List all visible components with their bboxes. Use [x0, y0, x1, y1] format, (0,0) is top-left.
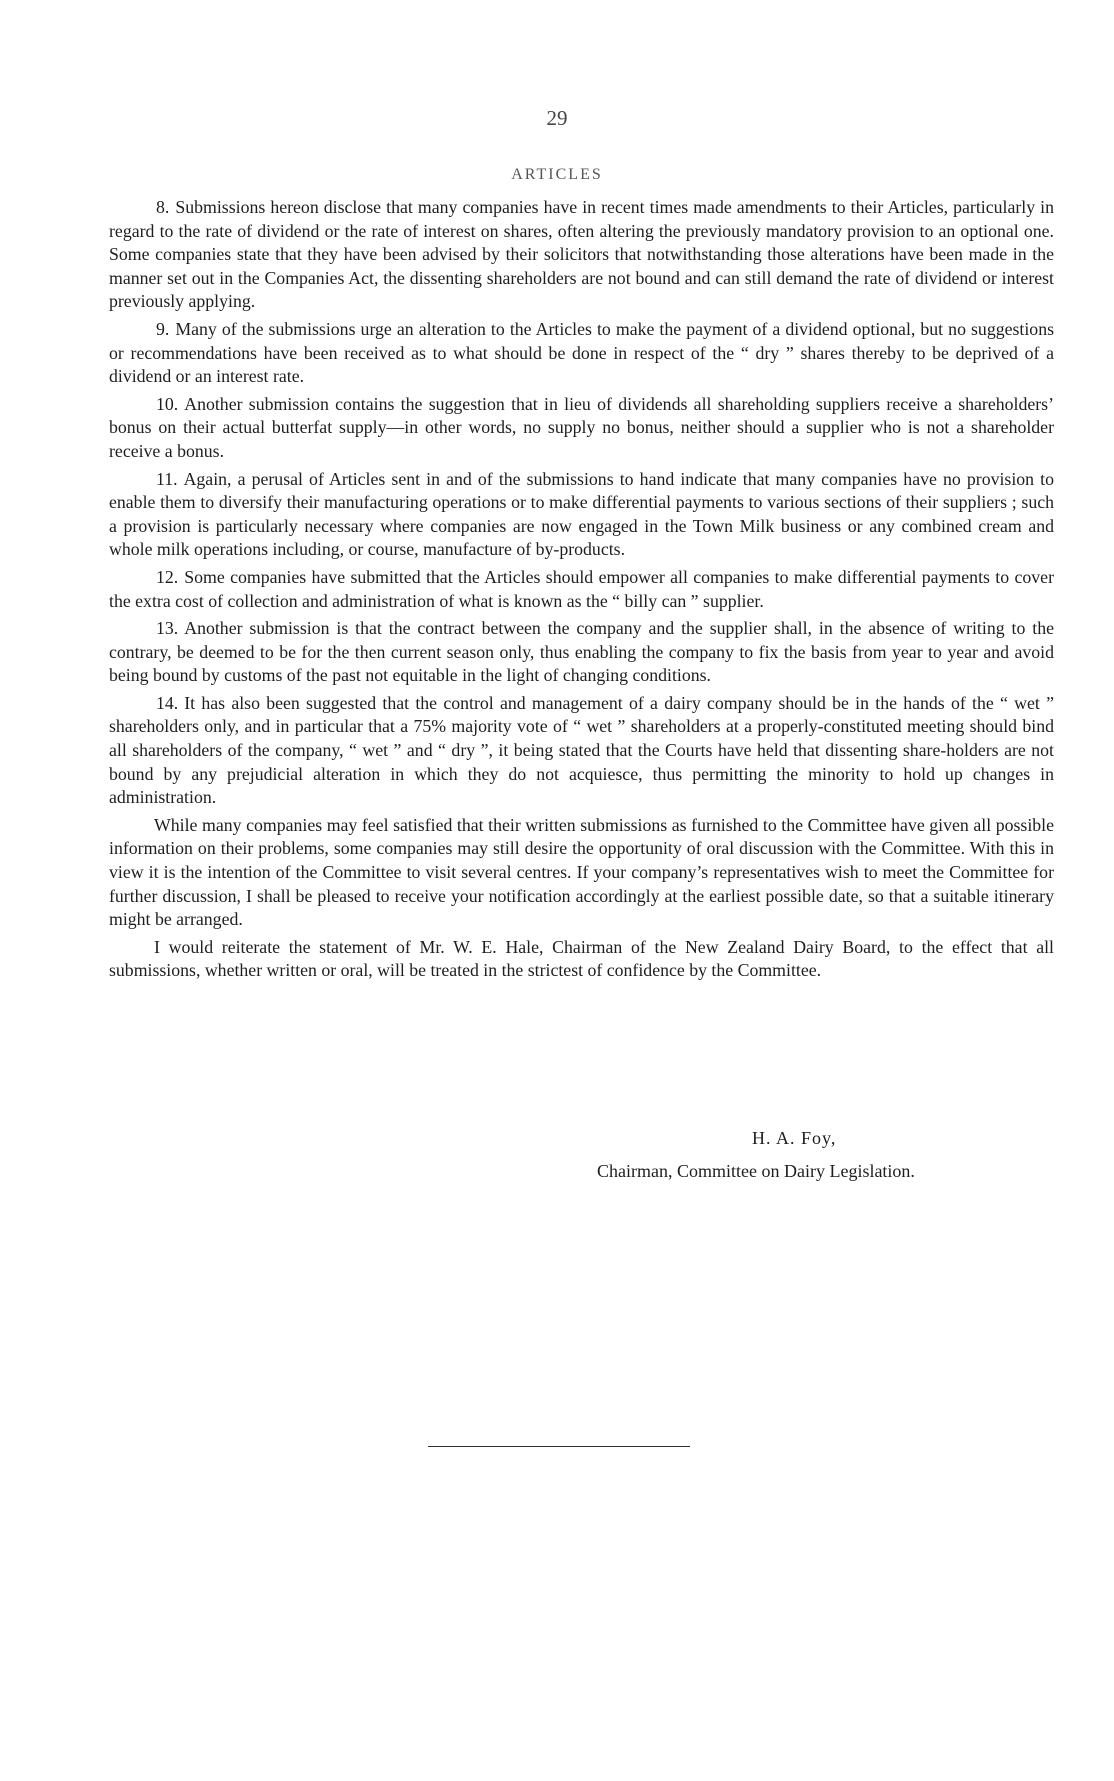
paragraph-10	[109, 393, 1054, 464]
horizontal-rule	[428, 1446, 690, 1447]
paragraph-number: 10.	[156, 393, 179, 414]
paragraph-8	[109, 196, 1054, 314]
paragraph-number: 13.	[156, 618, 179, 639]
section-heading: ARTICLES	[511, 166, 603, 183]
paragraph-number: 14.	[156, 692, 179, 713]
paragraph-text: Some companies have submitted that the Articles should empower all companies to make differential payments to cover the extra cost of collection and administration of what is known as the “ billy can ” supplier.	[109, 566, 1054, 611]
paragraph-text: Another submission contains the suggestion that in lieu of dividends all shareholding suppliers receive a shareholders’ bonus on their actual butterfat supply—in other words, no supply no bonus, neither should a supplier who is not a shareholder receive a bonus.	[109, 393, 1054, 461]
paragraph-text: Many of the submissions urge an alteration to the Articles to make the payment of a dividend optional, but no suggestions or recommendations have been received as to what should be done in respect of the “ dry ” shares thereby to be deprived of a dividend or an interest rate.	[109, 318, 1054, 387]
paragraph-number: 9.	[156, 318, 170, 339]
paragraph-12	[109, 566, 1054, 613]
page-number: 29	[546, 106, 568, 130]
paragraph-text: Again, a perusal of Articles sent in and of the submissions to hand indicate that many companies have no provision to enable them to diversify their manufacturing operations or to make differential payments to various sections of their suppliers ; such a provision is particularly necessary where companies are now engaged in the Town Milk business or any combined cream and whole milk operations including, or course, manufacture of by-products.	[109, 468, 1054, 560]
paragraph-14	[109, 692, 1054, 810]
closing-paragraph: I would reiterate the statement of Mr. W. E. Hale, Chairman of the New Zealand Dairy Board, to the effect that all submissions, whether written or oral, will be treated in the strictest of confidence by the Committee.	[109, 936, 1054, 981]
signature-name: H. A. Foy,	[752, 1128, 837, 1148]
paragraph-number: 12.	[156, 566, 179, 587]
closing-paragraph: While many companies may feel satisfied that their written submissions as furnished to the Committee have given all possible information on their problems, some companies may still desire the opportunity of oral discussion with the Committee. With this in view it is the intention of the Committee to visit several centres. If your company’s representatives wish to meet the Committee for further discussion, I shall be pleased to receive your notification accordingly at the earliest possible date, so that a suitable itinerary might be arranged.	[109, 814, 1054, 930]
paragraph-13	[109, 617, 1054, 688]
paragraph-number: 8.	[156, 197, 170, 217]
paragraph-text: It has also been suggested that the control and management of a dairy company should be in the hands of the “ wet ” shareholders only, and in particular that a 75% majority vote of “ wet ” shareholders at a properly-constituted meeting should bind all shareholders of the company, “ wet ” and “ dry ”, it being stated that the Courts have held that dissenting share-holders are not bound by any prejudicial alteration in which they do not acquiesce, thus permitting the minority to hold up changes in administration.	[109, 692, 1054, 808]
paragraph-number: 11.	[156, 468, 178, 489]
signature-title: Chairman, Committee on Dairy Legislation.	[597, 1161, 915, 1181]
paragraph-11	[109, 468, 1054, 562]
paragraph-text: Another submission is that the contract between the company and the supplier shall, in the absence of writing to the contrary, be deemed to be for the then current season only, thus enabling the company to fix the basis from year to year and avoid being bound by customs of the past not equitable in the light of changing conditions.	[109, 618, 1054, 686]
paragraph-9	[109, 318, 1054, 389]
paragraph-text: Submissions hereon disclose that many companies have in recent times made amendments to their Articles, particularly in regard to the rate of dividend or the rate of interest on shares, often altering the previously mandatory provision to an optional one. Some companies state that they have been advised by their solicitors that notwithstanding those alterations have been made in the manner set out in the Companies Act, the dissenting shareholders are not bound and can still demand the rate of dividend or interest previously applying.	[109, 197, 1054, 312]
body-text	[109, 196, 1054, 983]
